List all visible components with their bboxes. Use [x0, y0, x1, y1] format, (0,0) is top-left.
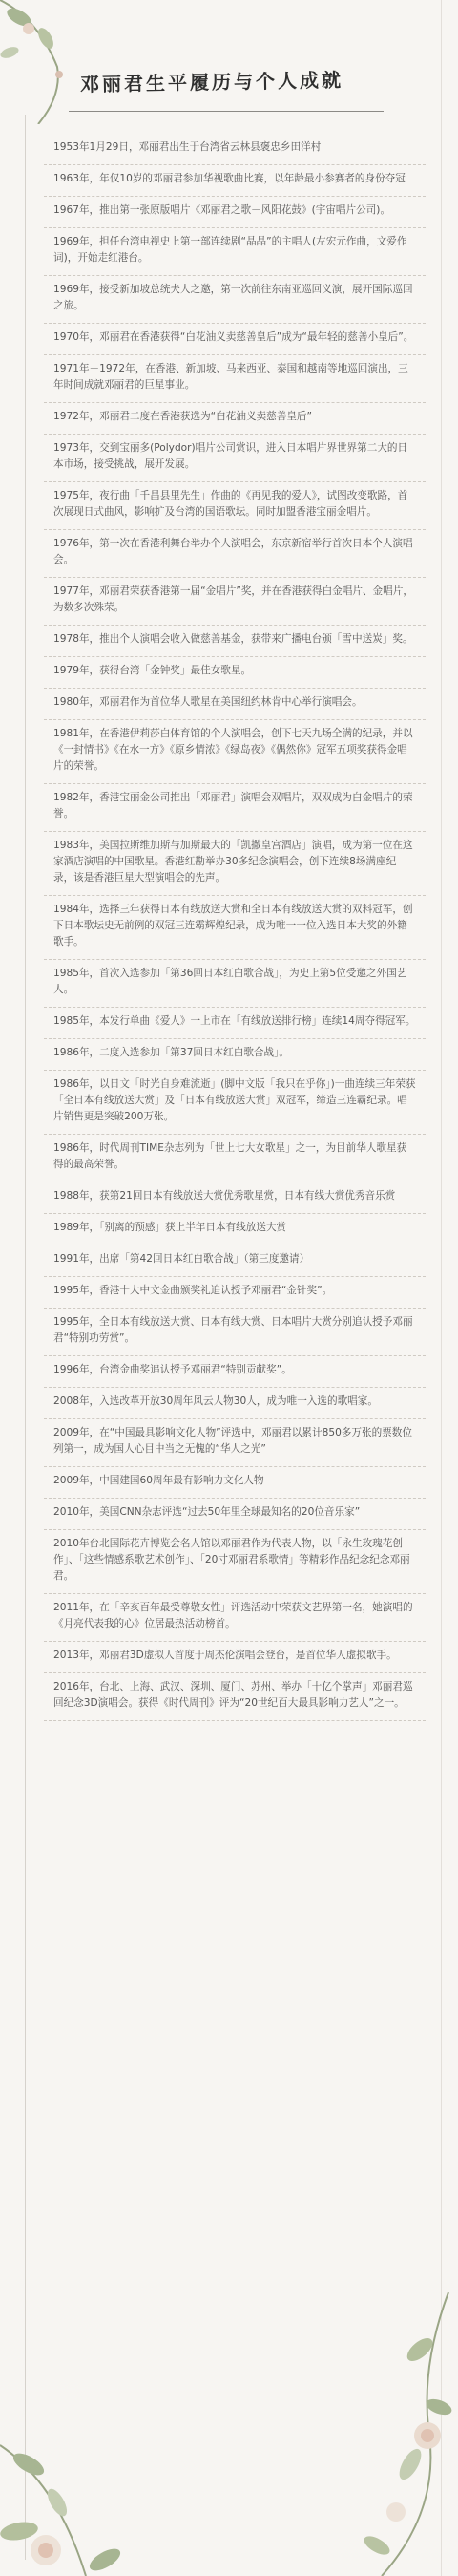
timeline-entry — [44, 1594, 426, 1642]
timeline-entry-text: 1980年，邓丽君作为首位华人歌星在美国纽约林肯中心举行演唱会。 — [53, 696, 363, 708]
timeline-entry — [44, 228, 426, 276]
timeline-entry — [44, 896, 426, 960]
timeline-entry-text: 1972年，邓丽君二度在香港获选为“白花油义卖慈善皇后” — [53, 411, 312, 422]
timeline-entry-text: 2010年，美国CNN杂志评选“过去50年里全球最知名的20位音乐家” — [53, 1506, 361, 1518]
timeline-entry-text: 1983年，美国拉斯维加斯与加斯最大的「凯撒皇宫酒店」演唱，成为第一位在这家酒店演唱的中国歌星。香港红勘举办30多纪念演唱会，创下连续8场满座纪录，该是香港巨星大型演唱会的先声。 — [53, 840, 413, 884]
timeline-list — [44, 134, 426, 1721]
timeline-entry-text: 1971年－1972年，在香港、新加坡、马来西亚、泰国和越南等地巡回演出，三年时间成就邓丽君的巨星事业。 — [53, 363, 408, 391]
timeline-entry — [44, 578, 426, 626]
timeline-entry — [44, 1388, 426, 1419]
timeline-entry-text: 1976年，第一次在香港利舞台举办个人演唱会，东京新宿举行首次日本个人演唱会。 — [53, 538, 413, 565]
timeline-entry — [44, 276, 426, 324]
timeline-entry — [44, 960, 426, 1008]
timeline-entry — [44, 435, 426, 482]
timeline-entry-text: 1996年，台湾金曲奖追认授予邓丽君“特别贡献奖”。 — [53, 1364, 292, 1375]
timeline-entry-text: 1986年，二度入选参加「第37回日本红白歌合战」。 — [53, 1047, 290, 1058]
timeline-entry — [44, 626, 426, 657]
timeline-entry-text: 2010年台北国际花卉博览会名人馆以邓丽君作为代表人物，以「永生玫瑰花创作」、「这些情感系歌艺术创作」、「20寸邓丽君系歌情」等精彩作品纪念纪念邓丽君。 — [53, 1538, 410, 1582]
timeline-entry — [44, 482, 426, 530]
timeline-entry-text: 1970年，邓丽君在香港获得“白花油义卖慈善皇后”成为“最年轻的慈善小皇后”。 — [53, 331, 414, 343]
timeline-entry-text: 2009年，中国建国60周年最有影响力文化人物 — [53, 1475, 264, 1486]
timeline-entry — [44, 784, 426, 832]
timeline-entry-text: 1991年，出席「第42回日本红白歌合战」（第三度邀请） — [53, 1253, 310, 1265]
timeline-entry-text: 1995年，香港十大中文金曲颁奖礼追认授予邓丽君“金针奖”。 — [53, 1285, 333, 1296]
timeline-entry — [44, 1356, 426, 1388]
timeline-entry-text: 1953年1月29日，邓丽君出生于台湾省云林县褒忠乡田洋村 — [53, 141, 322, 153]
timeline-entry — [44, 355, 426, 403]
timeline-entry — [44, 197, 426, 228]
timeline-entry-text: 1967年，推出第一张原版唱片《邓丽君之歌－风阳花鼓》(宇宙唱片公司)。 — [53, 204, 391, 216]
timeline-entry-text: 1984年，选择三年获得日本有线放送大赏和全日本有线放送大赏的双料冠军，创下日本歌坛史无前例的双冠三连霸辉煌纪录，成为唯一一位入选日本大奖的外籍歌手。 — [53, 904, 413, 947]
timeline-entry — [44, 165, 426, 197]
timeline-entry-text: 1979年，获得台湾「金钟奖」最佳女歌星。 — [53, 665, 252, 676]
timeline-entry-text: 1985年，首次入选参加「第36回日本红白歌合战」，为史上第5位受邀之外国艺人。 — [53, 968, 407, 995]
title-banner — [69, 57, 384, 112]
timeline-entry-text: 1986年，时代周刊TIME杂志列为「世上七大女歌星」之一，为目前华人歌星获得的最高荣誉。 — [53, 1142, 407, 1170]
timeline-entry-text: 1973年，交到宝丽多(Polydor)唱片公司赏识，进入日本唱片界世界第二大的日本市场，接受挑战，展开发展。 — [53, 442, 408, 470]
timeline-entry-text: 1975年，夜行曲「千昌县里先生」作曲的《再见我的爱人》，试图改变歌路，首次展现日式曲风，影响扩及台湾的国语歌坛。同时加盟香港宝丽金唱片。 — [53, 490, 408, 518]
timeline-entry-text: 1977年，邓丽君荣获香港第一届“金唱片”奖，并在香港获得白金唱片、金唱片，为数多次殊荣。 — [53, 585, 413, 613]
timeline-entry — [44, 720, 426, 784]
timeline-entry-text: 1986年，以日文「时光自身难流逝」(脚中文版「我只在乎你」)一曲连续三年荣获「全日本有线放送大赏」及「日本有线放送大赏」双冠军，缔造三连霸纪录。唱片销售更是突破200万张。 — [53, 1078, 416, 1122]
timeline-entry — [44, 1277, 426, 1309]
timeline-entry-text: 2016年，台北、上海、武汉、深圳、厦门、苏州、举办「十亿个掌声」邓丽君巡回纪念3D演唱会。获得《时代周刊》评为“20世纪百大最具影响力艺人”之一。 — [53, 1681, 413, 1709]
timeline-entry-text: 1978年，推出个人演唱会收入做慈善基金，获带来广播电台颁「雪中送炭」奖。 — [53, 633, 413, 645]
timeline-entry-text: 1989年，「别离的预感」获上半年日本有线放送大赏 — [53, 1222, 287, 1233]
timeline-entry — [44, 530, 426, 578]
timeline-entry — [44, 689, 426, 720]
floral-corner-bottom-right-decoration — [305, 2292, 458, 2576]
timeline-entry — [44, 1467, 426, 1499]
timeline-entry-text: 1988年，获第21回日本有线放送大赏优秀歌星赏，日本有线大赏优秀音乐赏 — [53, 1190, 396, 1202]
timeline-entry-text: 1963年，年仅10岁的邓丽君参加华视歌曲比赛，以年龄最小参赛者的身份夺冠 — [53, 173, 406, 184]
timeline-entry-text: 1985年，本发行单曲《爱人》一上市在「有线放送排行榜」连续14周夺得冠军。 — [53, 1015, 416, 1027]
timeline-entry — [44, 324, 426, 355]
timeline-entry — [44, 1182, 426, 1214]
timeline-entry — [44, 657, 426, 689]
timeline-entry — [44, 1309, 426, 1356]
timeline-entry — [44, 1039, 426, 1071]
timeline-entry — [44, 1530, 426, 1594]
left-frame-line — [25, 115, 26, 2560]
timeline-entry — [44, 1419, 426, 1467]
timeline-entry-text: 1995年，全日本有线放送大赏、日本有线大赏、日本唱片大赏分别追认授予邓丽君“特别功劳赏”。 — [53, 1316, 413, 1344]
timeline-entry — [44, 1071, 426, 1135]
timeline-entry — [44, 1135, 426, 1182]
timeline-entry — [44, 1499, 426, 1530]
timeline-entry — [44, 1673, 426, 1721]
timeline-entry-text: 2013年，邓丽君3D虚拟人首度于周杰伦演唱会登台，是首位华人虚拟歌手。 — [53, 1650, 397, 1661]
timeline-entry-text: 1969年，接受新加坡总统夫人之邀，第一次前往东南亚巡回义演，展开国际巡回之旅。 — [53, 284, 413, 311]
timeline-entry — [44, 1642, 426, 1673]
timeline-entry-text: 2009年，在“中国最具影响文化人物”评选中，邓丽君以累计850多万张的票数位列第一，成为国人心目中当之无愧的“华人之光” — [53, 1427, 412, 1455]
timeline-entry — [44, 1245, 426, 1277]
timeline-entry-text: 1969年，担任台湾电视史上第一部连续剧“晶晶”的主唱人(左宏元作曲，文爱作词)，开始走红港台。 — [53, 236, 407, 264]
right-frame-line — [441, 0, 442, 2576]
timeline-entry-text: 2008年，入选改革开放30周年风云人物30人，成为唯一入选的歌唱家。 — [53, 1395, 378, 1407]
timeline-entry — [44, 832, 426, 896]
timeline-entry-text: 2011年，在「辛亥百年最受尊敬女性」评选活动中荣获文艺界第一名，她演唱的《月亮代表我的心》位居最热活动榜首。 — [53, 1602, 413, 1629]
page-title: 邓丽君生平履历与个人成就 — [79, 68, 344, 96]
timeline-entry-text: 1981年，在香港伊莉莎白体育馆的个人演唱会，创下七天九场全满的纪录，并以《一封情书》《在水一方》《原乡情浓》《绿岛夜》《偶然你》冠军五项奖获得金唱片的荣誉。 — [53, 728, 413, 772]
timeline-entry — [44, 134, 426, 165]
floral-corner-bottom-left-decoration — [0, 2407, 162, 2576]
timeline-entry — [44, 1008, 426, 1039]
timeline-entry-text: 1982年，香港宝丽金公司推出「邓丽君」演唱会双唱片，双双成为白金唱片的荣誉。 — [53, 792, 413, 820]
timeline-entry — [44, 1214, 426, 1245]
timeline-entry — [44, 403, 426, 435]
